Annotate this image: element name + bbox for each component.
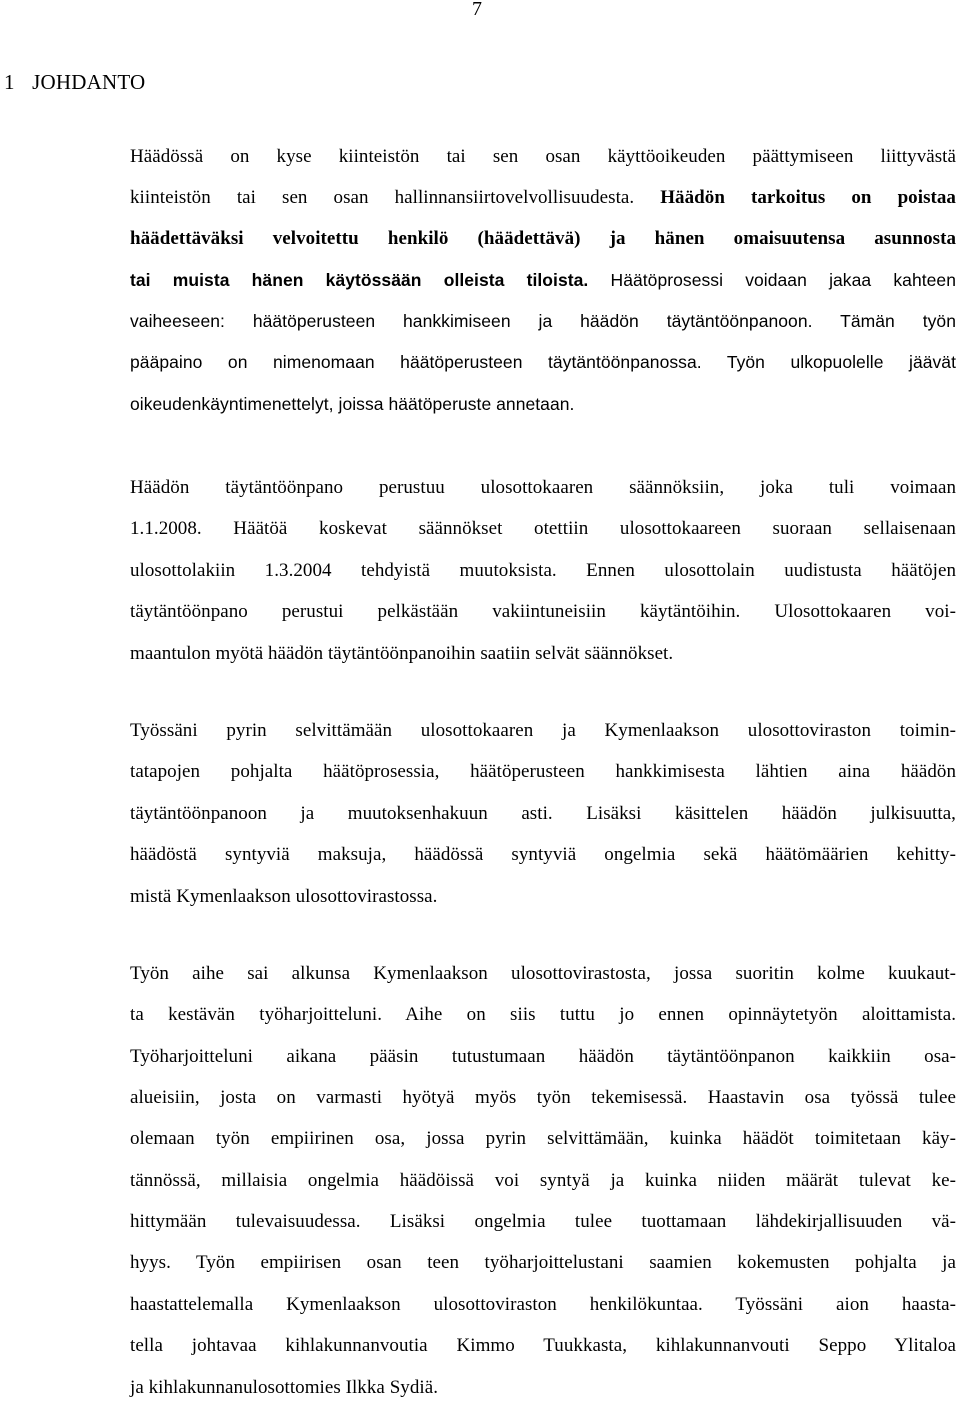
text-line — [130, 394, 574, 416]
text-run: Häädössä on kyse kiinteistön tai sen osan käyttöoikeuden päättymiseen liittyvästä — [130, 146, 956, 167]
text-run: Työharjoitteluni aikana pääsin tutustumaan häädön täytäntöönpanon kaikkiin osa- — [130, 1046, 956, 1067]
text-run: mistä Kymenlaakson ulosottovirastossa. — [130, 886, 438, 907]
text-line — [130, 1046, 956, 1068]
text-line — [130, 1252, 956, 1274]
text-run: pääpaino on nimenomaan häätöperusteen täytäntöönpanossa. Työn ulkopuolelle jäävät — [130, 352, 956, 372]
text-run: tatapojen pohjalta häätöprosessia, häätöperusteen hankkimisesta lähtien aina häädön — [130, 761, 956, 782]
text-line — [130, 1087, 956, 1109]
text-run: kiinteistön tai sen osan hallinnansiirtovelvollisuudesta. — [130, 187, 661, 208]
text-run: haastattelemalla Kymenlaakson ulosottoviraston henkilökuntaa. Työssäni aion haasta- — [130, 1294, 956, 1315]
text-run: ulosottolakiin 1.3.2004 tehdyistä muutoksista. Ennen ulosottolain uudistusta häätöjen — [130, 560, 956, 581]
text-line — [130, 311, 956, 333]
text-run: hyys. Työn empiirisen osan teen työharjoittelustani saamien kokemusten pohjalta ja — [130, 1252, 956, 1273]
text-run: maantulon myötä häädön täytäntöönpanoihin saatiin selvät säännökset. — [130, 643, 674, 664]
text-run: tai muista hänen käytössään olleista tiloista. — [130, 270, 589, 290]
text-run: Työssäni pyrin selvittämään ulosottokaaren ja Kymenlaakson ulosottoviraston toimin- — [130, 720, 956, 741]
text-line — [130, 844, 956, 866]
text-line — [130, 1377, 438, 1399]
text-run: Työn aihe sai alkunsa Kymenlaakson ulosottovirastosta, jossa suoritin kolme kuukaut- — [130, 963, 956, 984]
text-run: alueisiin, josta on varmasti hyötyä myös työn tekemisessä. Haastavin osa työssä tulee — [130, 1087, 956, 1108]
text-line — [130, 963, 956, 985]
text-line — [130, 720, 956, 742]
text-run: olemaan työn empiirinen osa, jossa pyrin selvittämään, kuinka häädöt toimitetaan käy- — [130, 1128, 956, 1149]
text-line — [130, 518, 956, 540]
chapter-number: 1 — [4, 70, 15, 94]
text-line — [130, 1211, 956, 1233]
text-run: Häädön tarkoitus on poistaa — [660, 187, 956, 208]
text-run: oikeudenkäyntimenettelyt, joissa häätöperuste annetaan. — [130, 394, 575, 414]
page-number: 7 — [472, 0, 482, 20]
text-run: Häätöprosessi voidaan jakaa kahteen — [588, 270, 956, 290]
text-line — [130, 803, 956, 825]
text-run: tännössä, millaisia ongelmia häädöissä voi syntyä ja kuinka niiden määrät tulevat ke- — [130, 1170, 956, 1191]
text-run: täytäntöönpano perustui pelkästään vakiintuneisiin käytäntöihin. Ulosottokaaren voi- — [130, 601, 956, 622]
text-line — [130, 228, 956, 250]
chapter-heading — [4, 70, 145, 95]
text-run: ja kihlakunnanulosottomies Ilkka Sydiä. — [130, 1377, 439, 1398]
text-run: Häädön täytäntöönpano perustuu ulosottokaaren säännöksiin, joka tuli voimaan — [130, 477, 956, 498]
text-line — [130, 146, 956, 168]
text-line — [130, 477, 956, 499]
text-line — [130, 761, 956, 783]
text-run: häädettäväksi velvoitettu henkilö (häädettävä) ja hänen omaisuutensa asunnosta — [130, 228, 956, 249]
text-line — [130, 1335, 956, 1357]
text-line — [130, 1170, 956, 1192]
chapter-title: JOHDANTO — [32, 70, 146, 94]
text-run: 1.1.2008. Häätöä koskevat säännökset otettiin ulosottokaareen suoraan sellaisenaan — [130, 518, 956, 539]
text-run: hittymään tulevaisuudessa. Lisäksi ongelmia tulee tuottamaan lähdekirjallisuuden vä- — [130, 1211, 956, 1232]
text-line — [130, 270, 956, 292]
text-run: häädöstä syntyviä maksuja, häädössä syntyviä ongelmia sekä häätömäärien kehitty- — [130, 844, 956, 865]
text-line — [130, 1294, 956, 1316]
text-line — [130, 352, 956, 374]
text-line — [130, 886, 437, 908]
text-line — [130, 1004, 956, 1026]
text-run: ta kestävän työharjoitteluni. Aihe on siis tuttu jo ennen opinnäytetyön aloittamista. — [130, 1004, 956, 1025]
text-line — [130, 1128, 956, 1150]
text-run: täytäntöönpanoon ja muutoksenhakuun asti. Lisäksi käsittelen häädön julkisuutta, — [130, 803, 956, 824]
text-line — [130, 643, 673, 665]
text-run: vaiheeseen: häätöperusteen hankkimiseen ja häädön täytäntöönpanoon. Tämän työn — [130, 311, 956, 331]
text-line — [130, 560, 956, 582]
text-run: tella johtavaa kihlakunnanvoutia Kimmo Tuukkasta, kihlakunnanvouti Seppo Ylitaloa — [130, 1335, 956, 1356]
text-line — [130, 187, 956, 209]
text-line — [130, 601, 956, 623]
